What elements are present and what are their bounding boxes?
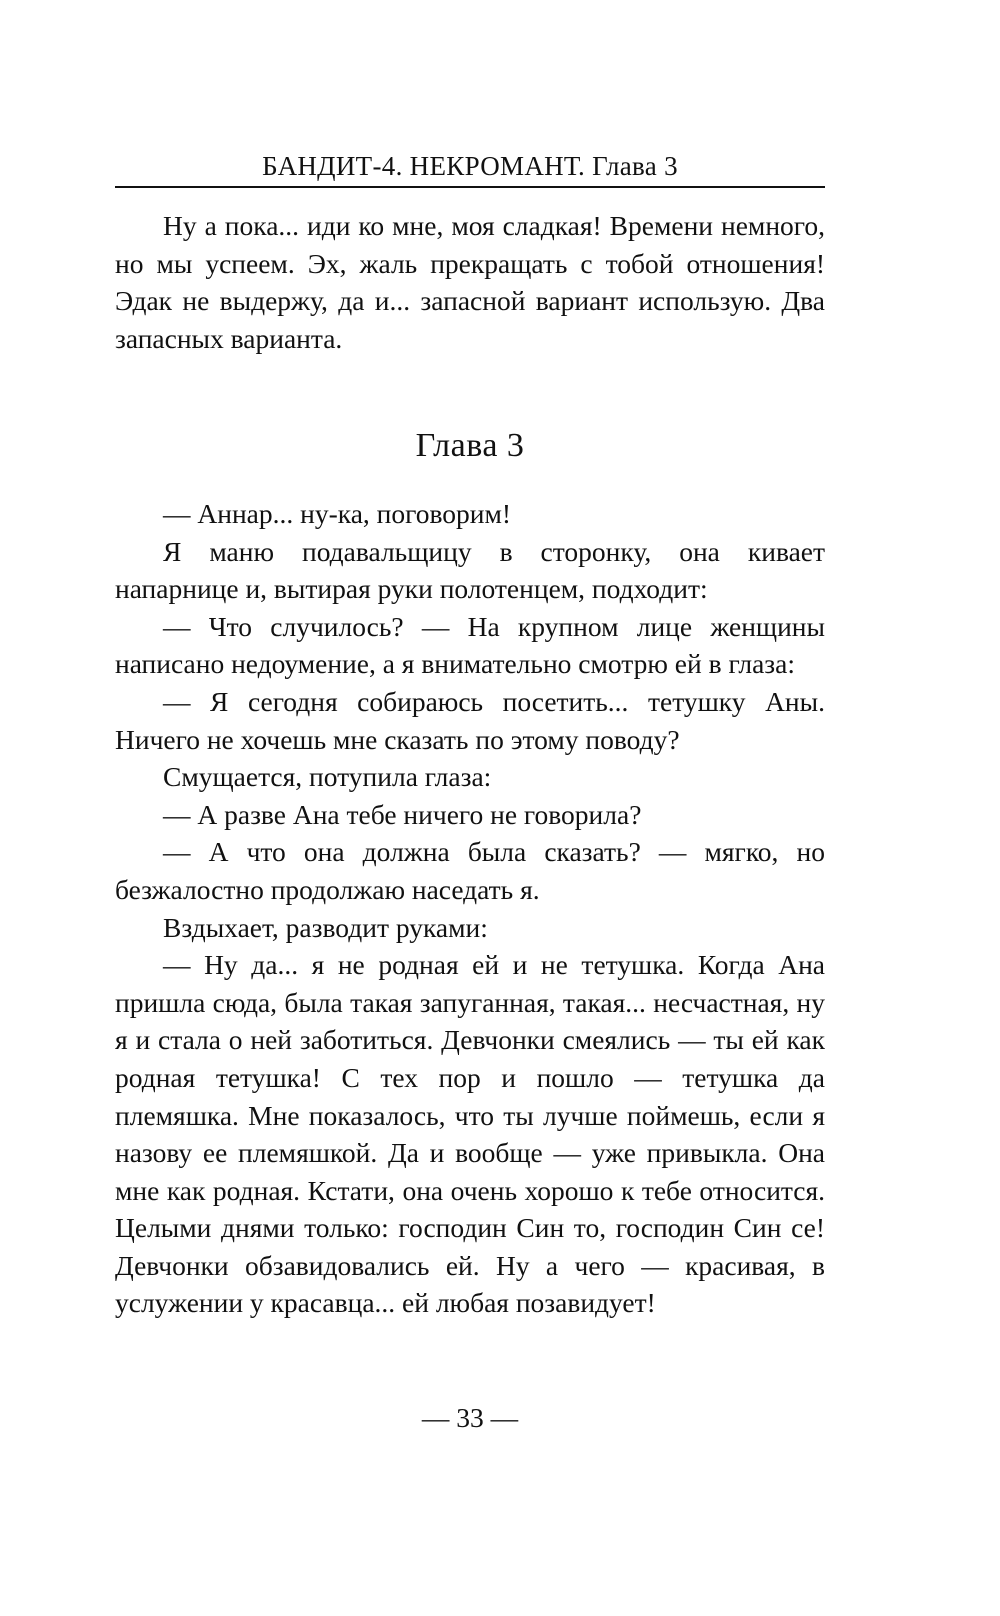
intro-paragraph: Ну а пока... иди ко мне, моя сладкая! Времени немного, но мы успеем. Эх, жаль прекращать с тобой отношения! Эдак не выдержу, да и... запасной вариант использую. Два запасных варианта. xyxy=(115,210,825,354)
chapter-title: Глава 3 xyxy=(415,427,525,464)
intro-text xyxy=(115,207,825,357)
paragraph: Вздыхает, разводит руками: xyxy=(163,911,488,943)
paragraph: Смущается, потупила глаза: xyxy=(163,761,492,793)
paragraph: — Я сегодня собираюсь посетить... тетушку Аны. Ничего не хочешь мне сказать по этому поводу? xyxy=(115,685,825,755)
header-divider xyxy=(115,186,825,188)
running-header: БАНДИТ-4. НЕКРОМАНТ. Глава 3 xyxy=(262,151,678,181)
book-page xyxy=(115,0,825,1616)
paragraph: Я маню подавальщицу в сторонку, она кивает напарнице и, вытирая руки полотенцем, подходит: xyxy=(115,535,825,605)
paragraph: — А разве Ана тебе ничего не говорила? xyxy=(163,798,642,830)
chapter-body xyxy=(115,495,825,1322)
paragraph: — Что случилось? — На крупном лице женщины написано недоумение, а я внимательно смотрю ей в глаза: xyxy=(115,610,825,680)
paragraph: — А что она должна была сказать? — мягко, но безжалостно продолжаю наседать я. xyxy=(115,836,825,905)
paragraph: — Аннар... ну-ка, поговорим! xyxy=(163,498,512,529)
page-number: — 33 — xyxy=(421,1402,519,1433)
paragraph: — Ну да... я не родная ей и не тетушка. Когда Ана пришла сюда, была такая запуганная, такая... несчастная, ну я и стала о ней заботиться. Девчонки смеялись — ты ей как родная тетушка! С тех пор и пошло — тетушка да племяшка. Мне показалось, что ты лучше поймешь, если я назову ее племяшкой. Да и вообще — уже привыкла. Она мне как родная. Кстати, она очень хорошо к тебе относится. Целыми днями только: господин Син то, господин Син се! Девчонки обзавидовались ей. Ну а чего — красивая, в услужении у красавца... ей любая позавидует! xyxy=(115,949,825,1319)
